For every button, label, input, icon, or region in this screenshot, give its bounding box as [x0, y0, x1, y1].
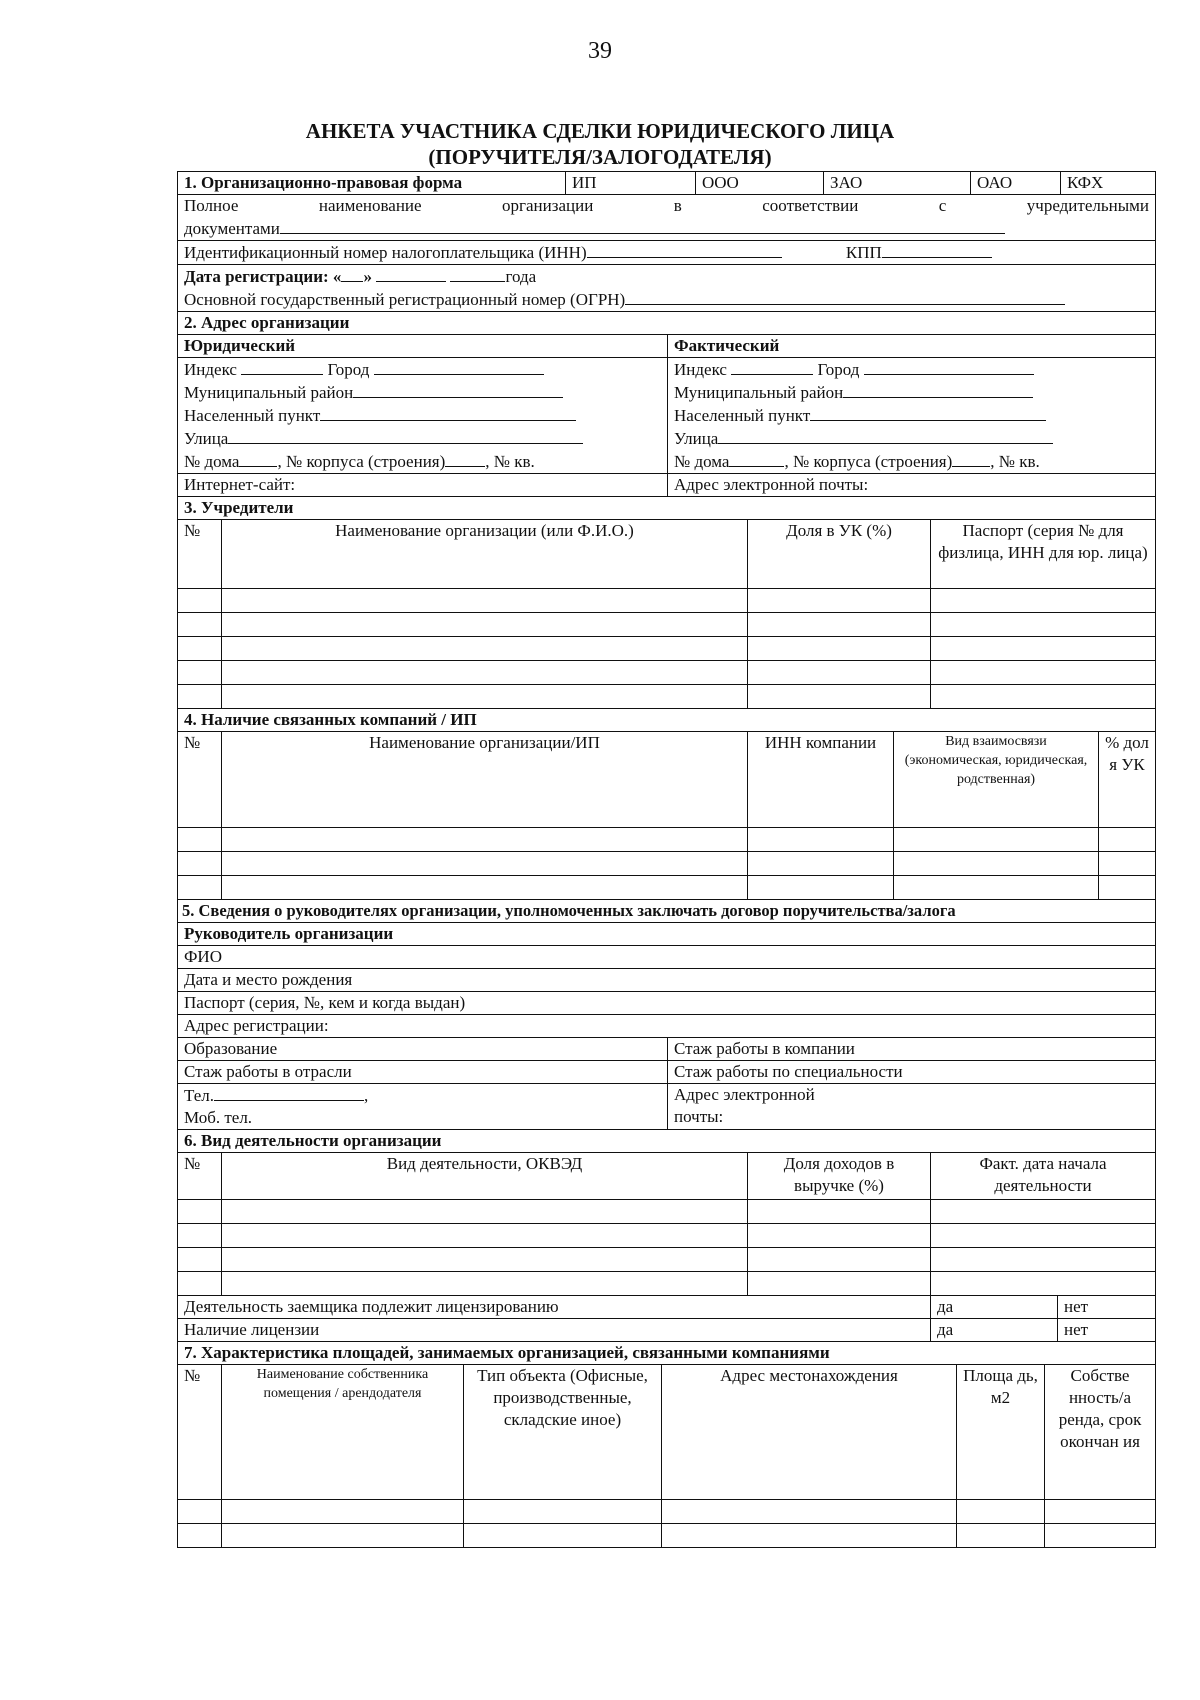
- col-passport-header: Паспорт (серия № для физлица, ИНН для юр. лица): [931, 520, 1156, 589]
- col-owner-header: Наименование собственника помещения / арендодателя: [222, 1365, 464, 1500]
- inn-label: Идентификационный номер налогоплательщика (ИНН): [184, 243, 587, 262]
- registration-day-line: [341, 265, 363, 282]
- form-title-line2: (ПОРУЧИТЕЛЯ/ЗАЛОГОДАТЕЛЯ): [428, 145, 772, 169]
- actual-house-field[interactable]: [674, 450, 1149, 473]
- locality-label: Населенный пункт: [184, 406, 321, 425]
- table-cell[interactable]: [222, 852, 748, 876]
- manager-email-label-2: почты:: [674, 1107, 724, 1126]
- col-start-date-header: Факт. дата начала деятельности: [931, 1153, 1156, 1200]
- col-founder-name-header: Наименование организации (или Ф.И.О.): [222, 520, 748, 589]
- full-name-field[interactable]: [178, 195, 1156, 241]
- table-cell[interactable]: [931, 1200, 1156, 1224]
- tel-label: Тел.: [184, 1086, 215, 1105]
- table-cell[interactable]: [748, 589, 931, 613]
- table-cell[interactable]: [178, 637, 222, 661]
- section-7-table: [177, 1341, 1156, 1548]
- table-cell[interactable]: [178, 1224, 222, 1248]
- full-name-word: с: [938, 196, 947, 215]
- table-cell[interactable]: [894, 876, 1099, 900]
- full-name-word: в: [673, 196, 682, 215]
- col-activity-header: Вид деятельности, ОКВЭД: [222, 1153, 748, 1200]
- table-cell[interactable]: [222, 661, 748, 685]
- email-field[interactable]: Адрес электронной почты:: [668, 474, 1156, 497]
- table-cell[interactable]: [222, 589, 748, 613]
- korpus-label: , № корпуса (строения): [277, 452, 446, 471]
- exp-industry-field[interactable]: Стаж работы в отрасли: [178, 1061, 668, 1084]
- index-line: [731, 358, 813, 375]
- table-cell[interactable]: [662, 1524, 957, 1548]
- table-cell[interactable]: [464, 1524, 662, 1548]
- full-name-word: соответствии: [762, 196, 859, 215]
- street-label: Улица: [674, 429, 719, 448]
- passport-field[interactable]: Паспорт (серия, №, кем и когда выдан): [178, 992, 1156, 1015]
- kpp-label: КПП: [845, 243, 882, 262]
- house-label: № дома: [184, 452, 240, 471]
- ogrn-line: [625, 288, 1065, 305]
- kv-label: , № кв.: [485, 452, 535, 471]
- form-option-oao[interactable]: ОАО: [971, 172, 1061, 195]
- kv-label: , № кв.: [990, 452, 1040, 471]
- registration-date-field[interactable]: [184, 265, 1149, 288]
- table-cell[interactable]: [931, 589, 1156, 613]
- table-cell[interactable]: [178, 1200, 222, 1224]
- section-7-heading: 7. Характеристика площадей, занимаемых организацией, связанными компаниями: [178, 1342, 1156, 1365]
- city-label: Город: [327, 360, 370, 379]
- phone-block: [178, 1084, 668, 1130]
- manager-heading: Руководитель организации: [178, 923, 1156, 946]
- registration-year-label: года: [505, 267, 537, 286]
- full-name-word: организации: [502, 196, 594, 215]
- actual-index-field[interactable]: [674, 358, 1149, 381]
- district-label: Муниципальный район: [184, 383, 354, 402]
- table-row: [178, 876, 1156, 900]
- form-option-zao[interactable]: ЗАО: [824, 172, 971, 195]
- section-2-table: [177, 311, 1156, 497]
- table-row: [178, 685, 1156, 709]
- table-cell[interactable]: [931, 1272, 1156, 1296]
- table-cell[interactable]: [178, 685, 222, 709]
- col-income-header: Доля доходов в выручке (%): [748, 1153, 931, 1200]
- registration-block: [178, 265, 1156, 312]
- street-line: [718, 427, 1053, 444]
- full-name-label-line2: документами: [184, 219, 280, 238]
- street-line: [228, 427, 583, 444]
- inn-field[interactable]: [178, 241, 1156, 265]
- form-title: [0, 118, 1200, 170]
- table-row: [178, 1224, 1156, 1248]
- section-1-heading: 1. Организационно-правовая форма: [178, 172, 566, 195]
- full-name-word: Полное: [184, 196, 239, 215]
- korpus-line: [952, 450, 990, 467]
- exp-company-field[interactable]: Стаж работы в компании: [668, 1038, 1156, 1061]
- col-area-header: Площа дь, м2: [957, 1365, 1045, 1500]
- fio-field[interactable]: ФИО: [178, 946, 1156, 969]
- full-name-line: [280, 217, 1005, 234]
- table-cell[interactable]: [1099, 828, 1156, 852]
- district-line: [353, 381, 563, 398]
- table-cell[interactable]: [894, 852, 1099, 876]
- actual-district-field[interactable]: [674, 381, 1149, 404]
- table-row: [178, 637, 1156, 661]
- index-label: Индекс: [184, 360, 237, 379]
- col-object-type-header: Тип объекта (Офисные, производственные, складские иное): [464, 1365, 662, 1500]
- table-cell[interactable]: [178, 876, 222, 900]
- locality-line: [320, 404, 576, 421]
- table-cell[interactable]: [931, 685, 1156, 709]
- questionnaire-form: [177, 171, 1155, 1548]
- registration-date-label: Дата регистрации: «: [184, 267, 342, 286]
- district-label: Муниципальный район: [674, 383, 844, 402]
- form-title-line1: АНКЕТА УЧАСТНИКА СДЕЛКИ ЮРИДИЧЕСКОГО ЛИЦА: [305, 119, 895, 143]
- license-label: Наличие лицензии: [178, 1319, 931, 1342]
- table-cell[interactable]: [178, 828, 222, 852]
- col-number-header: №: [178, 1365, 222, 1500]
- tel-line: [214, 1084, 364, 1101]
- house-line: [729, 450, 784, 467]
- table-cell[interactable]: [748, 661, 931, 685]
- section-6-heading: 6. Вид деятельности организации: [178, 1130, 1156, 1153]
- exp-specialty-field[interactable]: Стаж работы по специальности: [668, 1061, 1156, 1084]
- table-cell[interactable]: [178, 1500, 222, 1524]
- table-cell[interactable]: [222, 1224, 748, 1248]
- legal-locality-field[interactable]: [184, 404, 661, 427]
- table-cell[interactable]: [748, 1248, 931, 1272]
- col-location-header: Адрес местонахождения: [662, 1365, 957, 1500]
- table-cell[interactable]: [1099, 876, 1156, 900]
- legal-district-field[interactable]: [184, 381, 661, 404]
- table-row: [178, 589, 1156, 613]
- full-name-word: учредительными: [1026, 196, 1149, 215]
- manager-email-field[interactable]: [668, 1084, 1156, 1130]
- actual-address-block: [668, 358, 1156, 474]
- table-cell[interactable]: [931, 1224, 1156, 1248]
- col-company-name-header: Наименование организации/ИП: [222, 732, 748, 828]
- licensing-no-option[interactable]: нет: [1058, 1296, 1156, 1319]
- full-name-label: [184, 195, 1149, 217]
- house-label: № дома: [674, 452, 730, 471]
- legal-index-field[interactable]: [184, 358, 661, 381]
- table-cell[interactable]: [178, 1272, 222, 1296]
- table-cell[interactable]: [178, 613, 222, 637]
- table-cell[interactable]: [748, 1200, 931, 1224]
- table-cell[interactable]: [222, 876, 748, 900]
- table-cell[interactable]: [1045, 1524, 1156, 1548]
- table-row: [178, 1272, 1156, 1296]
- korpus-label: , № корпуса (строения): [784, 452, 953, 471]
- registration-year-line: [450, 265, 505, 282]
- licensing-label: Деятельность заемщика подлежит лицензированию: [178, 1296, 931, 1319]
- license-yes-option[interactable]: да: [931, 1319, 1058, 1342]
- mobile-field[interactable]: Моб. тел.: [184, 1108, 253, 1127]
- city-line: [864, 358, 1034, 375]
- col-number-header: №: [178, 732, 222, 828]
- table-cell[interactable]: [957, 1500, 1045, 1524]
- city-line: [374, 358, 544, 375]
- col-number-header: №: [178, 520, 222, 589]
- birth-field[interactable]: Дата и место рождения: [178, 969, 1156, 992]
- registration-month-line: [376, 265, 446, 282]
- section-4-heading: 4. Наличие связанных компаний / ИП: [178, 709, 1156, 732]
- table-cell[interactable]: [894, 828, 1099, 852]
- table-cell[interactable]: [931, 613, 1156, 637]
- legal-house-field[interactable]: [184, 450, 661, 473]
- section-1-table: [177, 171, 1156, 312]
- table-cell[interactable]: [1099, 852, 1156, 876]
- table-cell[interactable]: [222, 1524, 464, 1548]
- table-cell[interactable]: [222, 613, 748, 637]
- table-cell[interactable]: [222, 685, 748, 709]
- full-name-word: наименование: [318, 196, 422, 215]
- table-cell[interactable]: [662, 1500, 957, 1524]
- col-ownership-header: Собстве нность/а ренда, срок окончан ия: [1045, 1365, 1156, 1500]
- table-cell[interactable]: [748, 685, 931, 709]
- ogrn-label: Основной государственный регистрационный номер (ОГРН): [184, 290, 626, 309]
- actual-address-heading: Фактический: [668, 335, 1156, 358]
- locality-label: Населенный пункт: [674, 406, 811, 425]
- index-line: [241, 358, 323, 375]
- locality-line: [810, 404, 1046, 421]
- form-option-ooo[interactable]: ООО: [696, 172, 824, 195]
- legal-address-block: [178, 358, 668, 474]
- table-cell[interactable]: [1045, 1500, 1156, 1524]
- city-label: Город: [817, 360, 860, 379]
- table-cell[interactable]: [748, 828, 894, 852]
- ogrn-field[interactable]: [184, 288, 1149, 311]
- table-row: [178, 1200, 1156, 1224]
- table-cell[interactable]: [178, 1524, 222, 1548]
- table-cell[interactable]: [222, 1200, 748, 1224]
- licensing-yes-option[interactable]: да: [931, 1296, 1058, 1319]
- table-cell[interactable]: [178, 589, 222, 613]
- table-cell[interactable]: [222, 637, 748, 661]
- inn-line: [587, 241, 782, 258]
- license-no-option[interactable]: нет: [1058, 1319, 1156, 1342]
- reg-address-field[interactable]: Адрес регистрации:: [178, 1015, 1156, 1038]
- legal-street-field[interactable]: [184, 427, 661, 450]
- actual-locality-field[interactable]: [674, 404, 1149, 427]
- form-option-ip[interactable]: ИП: [566, 172, 696, 195]
- section-4-table: [177, 708, 1156, 900]
- website-field[interactable]: Интернет-сайт:: [178, 474, 668, 497]
- table-row: [178, 852, 1156, 876]
- table-cell[interactable]: [931, 637, 1156, 661]
- table-cell[interactable]: [957, 1524, 1045, 1548]
- tel-field[interactable]: Тел. ,: [184, 1086, 369, 1105]
- house-line: [239, 450, 277, 467]
- table-cell[interactable]: [748, 876, 894, 900]
- table-row: [178, 1500, 1156, 1524]
- table-cell[interactable]: [222, 1248, 748, 1272]
- table-cell[interactable]: [748, 637, 931, 661]
- section-6-table: [177, 1129, 1156, 1342]
- table-cell[interactable]: [178, 1248, 222, 1272]
- col-number-header: №: [178, 1153, 222, 1200]
- table-cell[interactable]: [222, 828, 748, 852]
- district-line: [843, 381, 1033, 398]
- registration-quote: »: [363, 267, 372, 286]
- col-relation-header: Вид взаимосвязи (экономическая, юридическая, родственная): [894, 732, 1099, 828]
- manager-email-label-1: Адрес электронной: [674, 1085, 815, 1104]
- kpp-line: [882, 241, 992, 258]
- education-field[interactable]: Образование: [178, 1038, 668, 1061]
- section-3-heading: 3. Учредители: [178, 497, 1156, 520]
- page-number: 39: [588, 38, 612, 64]
- section-5-heading: 5. Сведения о руководителях организации, уполномоченных заключать договор поручительства/залога: [178, 900, 1156, 923]
- legal-address-heading: Юридический: [178, 335, 668, 358]
- index-label: Индекс: [674, 360, 727, 379]
- table-cell[interactable]: [222, 1272, 748, 1296]
- table-row: [178, 661, 1156, 685]
- table-cell[interactable]: [748, 852, 894, 876]
- table-row: [178, 613, 1156, 637]
- col-share-header: % дол я УК: [1099, 732, 1156, 828]
- table-cell[interactable]: [748, 1224, 931, 1248]
- actual-street-field[interactable]: [674, 427, 1149, 450]
- form-option-kfh[interactable]: КФХ: [1061, 172, 1156, 195]
- table-cell[interactable]: [748, 613, 931, 637]
- table-cell[interactable]: [178, 661, 222, 685]
- table-cell[interactable]: [748, 1272, 931, 1296]
- korpus-line: [445, 450, 485, 467]
- table-row: [178, 1524, 1156, 1548]
- section-3-table: [177, 496, 1156, 709]
- table-cell[interactable]: [464, 1500, 662, 1524]
- table-cell[interactable]: [178, 852, 222, 876]
- col-share-header: Доля в УК (%): [748, 520, 931, 589]
- table-cell[interactable]: [222, 1500, 464, 1524]
- section-5-table: [177, 899, 1156, 1130]
- table-cell[interactable]: [931, 661, 1156, 685]
- table-row: [178, 1248, 1156, 1272]
- table-cell[interactable]: [931, 1248, 1156, 1272]
- col-inn-header: ИНН компании: [748, 732, 894, 828]
- section-2-heading: 2. Адрес организации: [178, 312, 1156, 335]
- table-row: [178, 828, 1156, 852]
- street-label: Улица: [184, 429, 229, 448]
